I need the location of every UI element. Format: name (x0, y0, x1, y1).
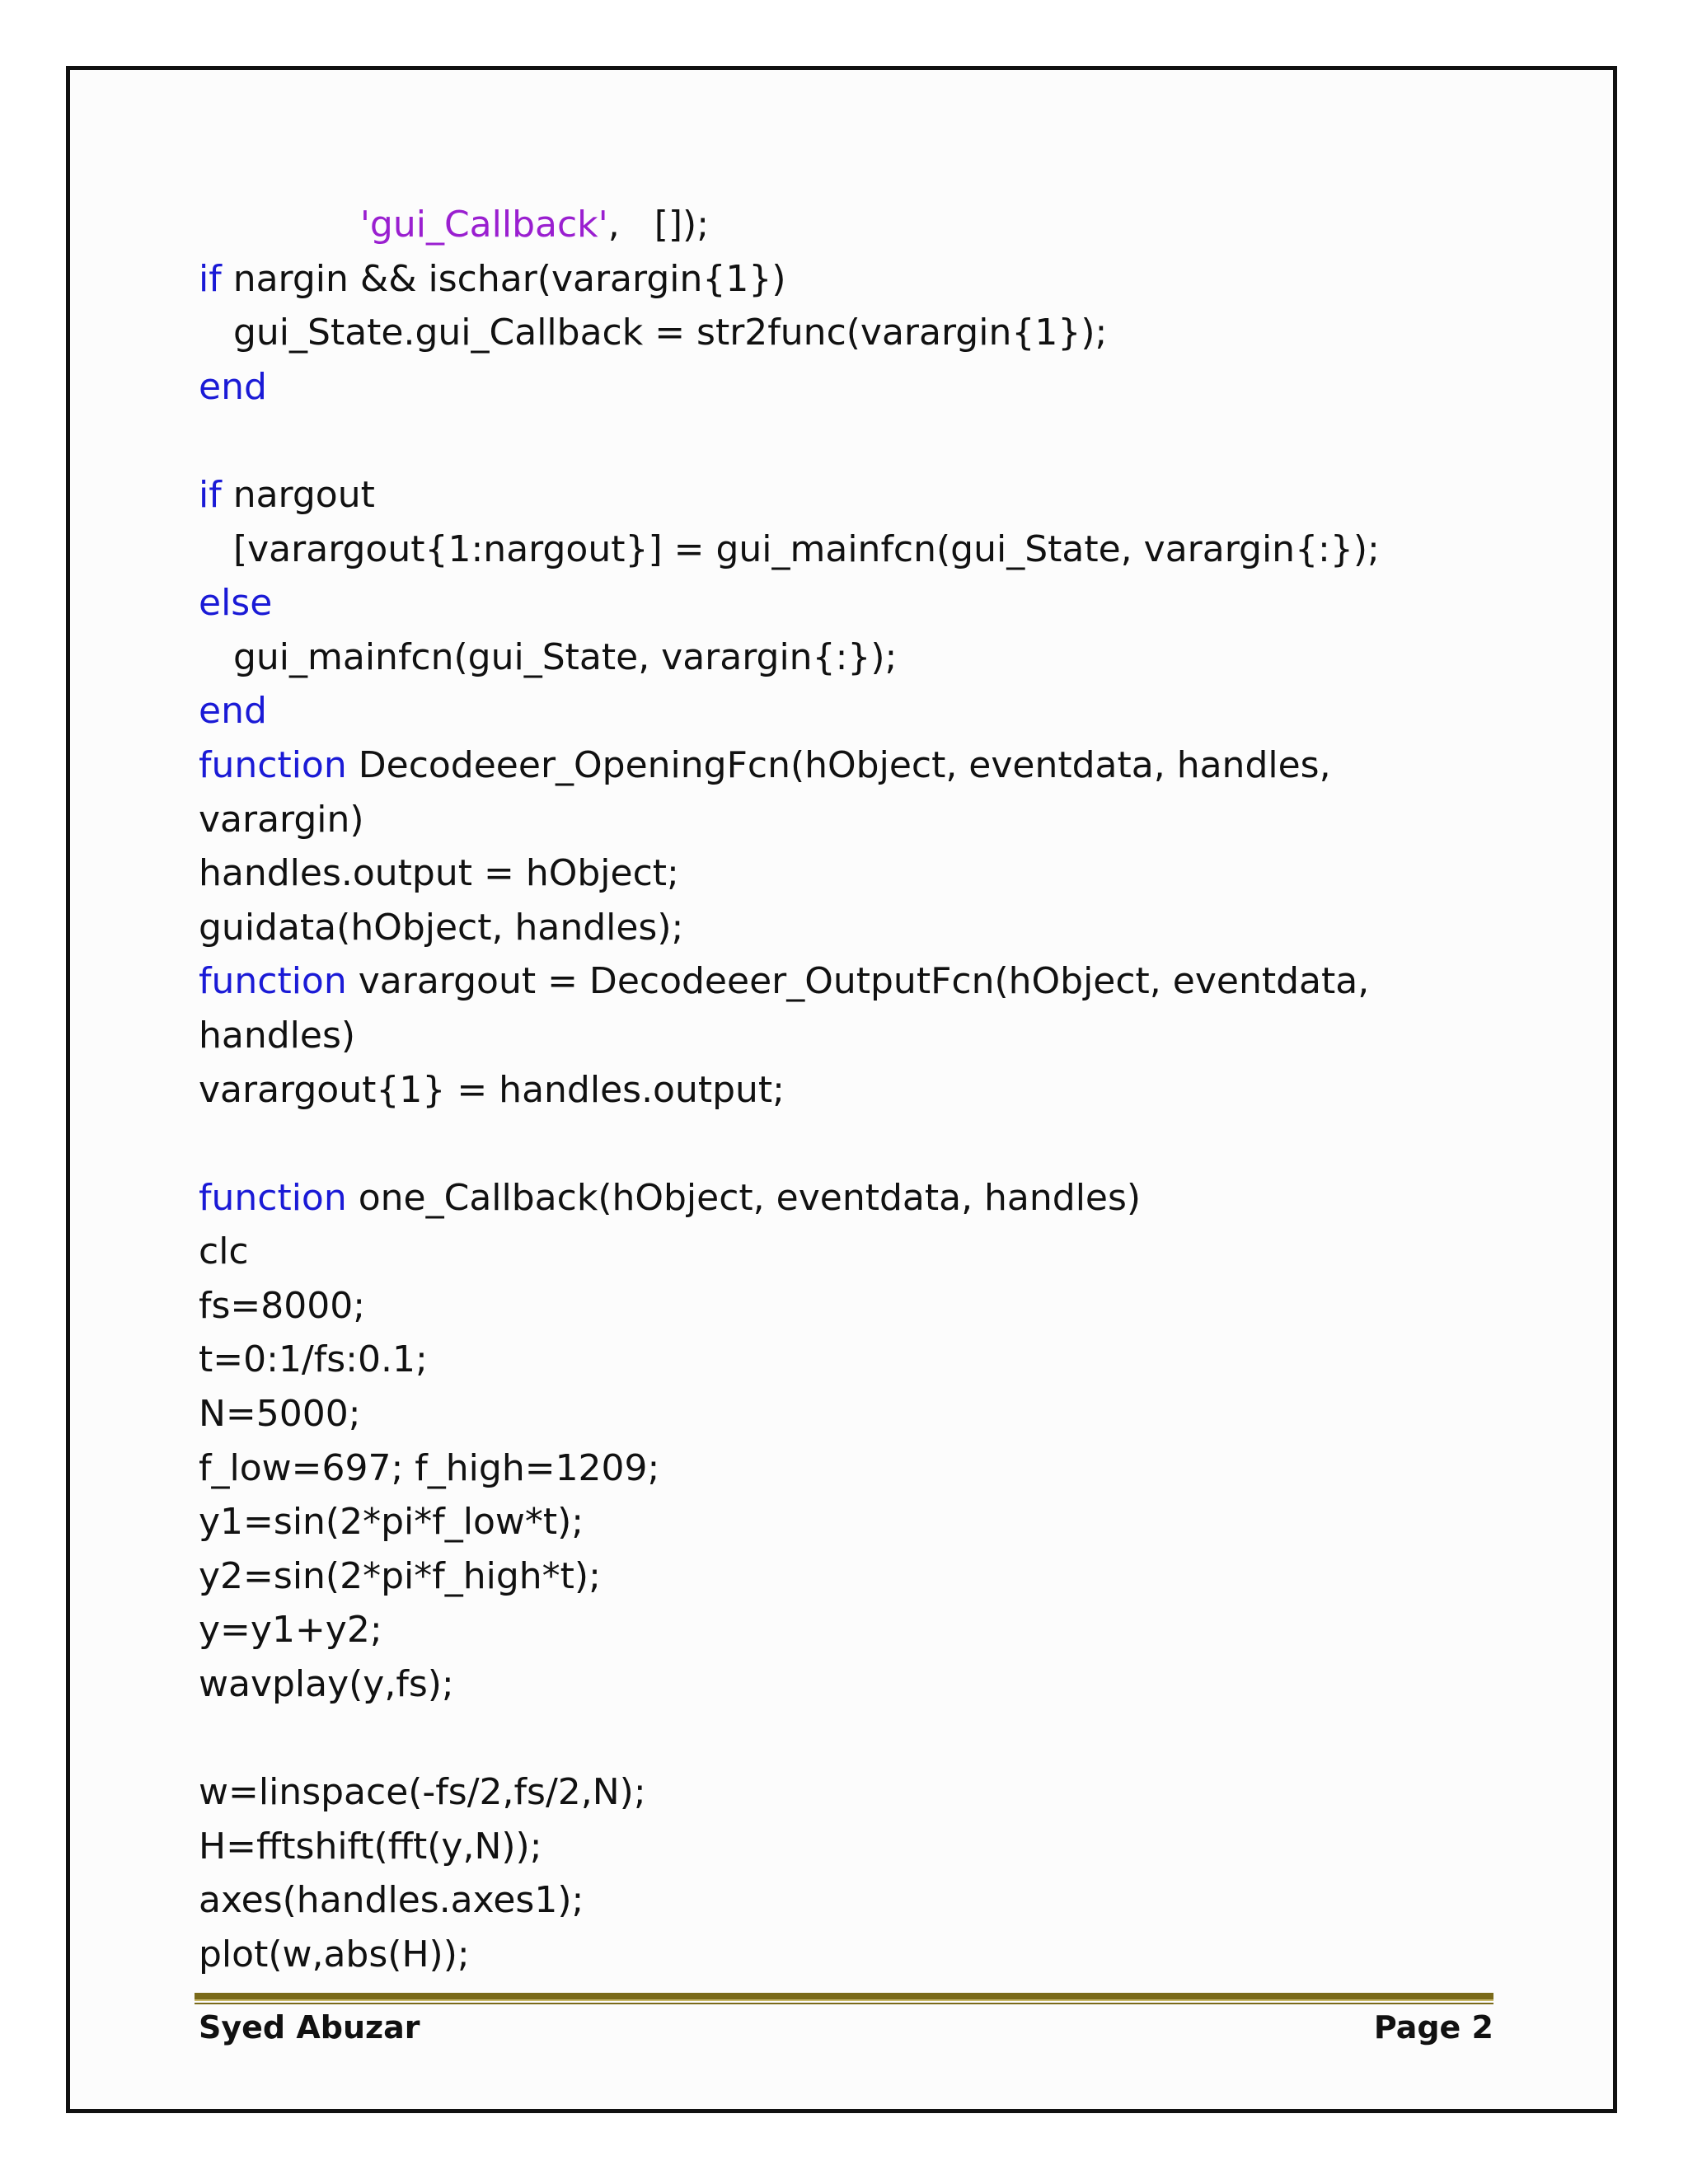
code-line (199, 684, 1517, 738)
code-line (199, 1117, 1517, 1171)
code-line (199, 630, 1517, 685)
code-keyword: if (199, 257, 222, 300)
code-text: w=linspace(-fs/2,fs/2,N); (199, 1771, 646, 1814)
code-text: handles) (199, 1014, 356, 1057)
code-line (199, 252, 1517, 307)
code-line (199, 1333, 1517, 1387)
footer-page-number: Page 2 (1373, 2009, 1493, 2046)
code-text: guidata(hObject, handles); (199, 906, 684, 949)
code-line (199, 1603, 1517, 1657)
code-line (199, 306, 1517, 360)
code-line (199, 738, 1517, 793)
code-text: wavplay(y,fs); (199, 1663, 454, 1706)
code-line (199, 1657, 1517, 1712)
code-keyword: if (199, 473, 222, 516)
code-text: nargout (221, 473, 375, 516)
code-text: plot(w,abs(H)); (199, 1933, 470, 1975)
code-line (199, 468, 1517, 523)
code-text: H=fftshift(fft(y,N)); (199, 1825, 542, 1868)
code-text: N=5000; (199, 1393, 361, 1436)
code-text: f_low=697; f_high=1209; (199, 1446, 660, 1489)
code-line (199, 414, 1517, 468)
code-keyword: end (199, 365, 267, 408)
code-line (199, 1820, 1517, 1874)
code-text: t=0:1/fs:0.1; (199, 1338, 428, 1381)
code-keyword: end (199, 690, 267, 733)
code-text: varargout{1} = handles.output; (199, 1068, 785, 1111)
code-line (199, 1279, 1517, 1333)
code-line (199, 901, 1517, 955)
footer-divider (195, 1993, 1493, 2001)
code-line (199, 1765, 1517, 1820)
code-keyword: function (199, 960, 347, 1003)
code-text: gui_mainfcn(gui_State, varargin{:}); (232, 635, 898, 678)
code-line (199, 360, 1517, 415)
code-keyword: function (199, 743, 347, 786)
code-listing (199, 198, 1517, 1982)
code-line (199, 846, 1517, 901)
code-line (199, 1009, 1517, 1063)
code-text: y2=sin(2*pi*f_high*t); (199, 1554, 601, 1597)
code-line (199, 793, 1517, 847)
code-line (199, 523, 1517, 577)
code-text: y=y1+y2; (199, 1609, 382, 1652)
code-line (199, 1928, 1517, 1982)
code-line (199, 1873, 1517, 1928)
code-text: nargin && ischar(varargin{1}) (221, 257, 786, 300)
code-line (199, 1387, 1517, 1441)
code-line (199, 1063, 1517, 1118)
code-text: clc (199, 1230, 249, 1273)
code-line (199, 1225, 1517, 1279)
footer-divider-thin (195, 2003, 1493, 2004)
footer-author: Syed Abuzar (199, 2009, 420, 2046)
code-line (199, 576, 1517, 630)
code-text: fs=8000; (199, 1284, 366, 1327)
code-string: 'gui_Callback' (359, 204, 608, 246)
code-text: axes(handles.axes1); (199, 1879, 584, 1922)
code-text: varargout = Decodeeer_OutputFcn(hObject, eventdata, (346, 960, 1370, 1003)
code-keyword: function (199, 1176, 347, 1219)
code-text: Decodeeer_OpeningFcn(hObject, eventdata, handles, (346, 743, 1331, 786)
code-text: varargin) (199, 798, 364, 841)
code-text: one_Callback(hObject, eventdata, handles) (346, 1176, 1142, 1219)
code-text: [varargout{1:nargout}] = gui_mainfcn(gui_State, varargin{:}); (232, 527, 1380, 570)
code-line (199, 1712, 1517, 1766)
code-line (199, 1441, 1517, 1496)
code-line (199, 198, 1517, 252)
code-keyword: else (199, 582, 273, 625)
code-line (199, 1549, 1517, 1604)
code-line (199, 1495, 1517, 1549)
code-text: y1=sin(2*pi*f_low*t); (199, 1501, 584, 1544)
code-line (199, 954, 1517, 1009)
code-text: gui_State.gui_Callback = str2func(varargin{1}); (232, 312, 1108, 354)
code-text: handles.output = hObject; (199, 852, 679, 895)
code-text: , []); (607, 204, 710, 246)
code-line (199, 1171, 1517, 1226)
